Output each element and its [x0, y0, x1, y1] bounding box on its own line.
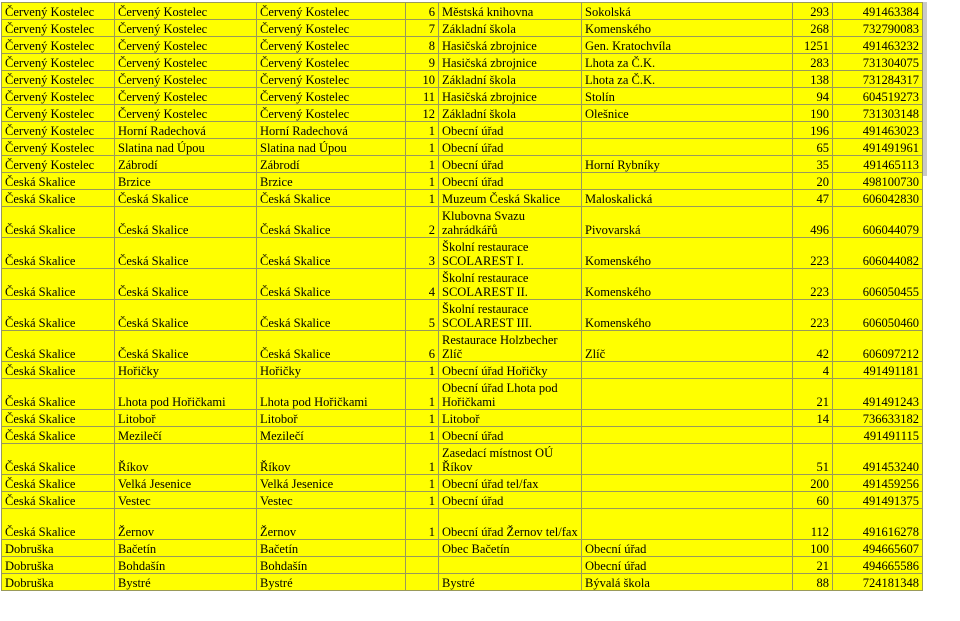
cell-house-number [793, 427, 833, 444]
cell-district: Červený Kostelec [115, 3, 257, 20]
cell-municipality: Červený Kostelec [2, 105, 115, 122]
cell-municipality: Česká Skalice [2, 238, 115, 269]
table-row [2, 190, 923, 207]
cell-house-number: 35 [793, 156, 833, 173]
table-row [2, 574, 923, 591]
cell-house-number: 94 [793, 88, 833, 105]
cell-cadastral-area: Česká Skalice [257, 331, 406, 362]
cell-station-number: 1 [406, 190, 439, 207]
cell-district: Česká Skalice [115, 300, 257, 331]
cell-cadastral-area: Lhota pod Hořičkami [257, 379, 406, 410]
cell-house-number: 1251 [793, 37, 833, 54]
cell-municipality: Červený Kostelec [2, 122, 115, 139]
cell-municipality: Česká Skalice [2, 509, 115, 540]
cell-municipality: Česká Skalice [2, 379, 115, 410]
cell-house-number: 138 [793, 71, 833, 88]
cell-cadastral-area: Česká Skalice [257, 207, 406, 238]
cell-station-number: 1 [406, 122, 439, 139]
cell-phone: 498100730 [833, 173, 923, 190]
cell-cadastral-area: Červený Kostelec [257, 20, 406, 37]
cell-location: Hasičská zbrojnice [439, 37, 582, 54]
cell-house-number: 223 [793, 300, 833, 331]
cell-location: Klubovna Svazu zahrádkářů [439, 207, 582, 238]
cell-station-number [406, 540, 439, 557]
cell-district: Zábrodí [115, 156, 257, 173]
cell-phone: 491463232 [833, 37, 923, 54]
cell-district: Žernov [115, 509, 257, 540]
cell-street [582, 427, 793, 444]
cell-phone: 491491115 [833, 427, 923, 444]
cell-location: Obecní úřad [439, 139, 582, 156]
cell-street [582, 475, 793, 492]
cell-location: Obecní úřad Žernov tel/fax [439, 509, 582, 540]
cell-station-number: 6 [406, 3, 439, 20]
table-row [2, 331, 923, 362]
cell-district: Vestec [115, 492, 257, 509]
cell-district: Bačetín [115, 540, 257, 557]
cell-cadastral-area: Litoboř [257, 410, 406, 427]
cell-district: Bystré [115, 574, 257, 591]
table-row [2, 71, 923, 88]
cell-municipality: Česká Skalice [2, 475, 115, 492]
cell-phone: 731284317 [833, 71, 923, 88]
table-row [2, 269, 923, 300]
table-row [2, 557, 923, 574]
cell-location [439, 557, 582, 574]
table-row [2, 427, 923, 444]
cell-location: Zasedací místnost OÚ Říkov [439, 444, 582, 475]
table-row [2, 540, 923, 557]
cell-house-number: 88 [793, 574, 833, 591]
cell-house-number: 21 [793, 557, 833, 574]
cell-cadastral-area: Mezilečí [257, 427, 406, 444]
table-row [2, 20, 923, 37]
cell-municipality: Česká Skalice [2, 331, 115, 362]
cell-phone: 491453240 [833, 444, 923, 475]
cell-phone: 491463023 [833, 122, 923, 139]
cell-house-number: 14 [793, 410, 833, 427]
cell-street: Obecní úřad [582, 557, 793, 574]
cell-location: Základní škola [439, 20, 582, 37]
cell-street: Sokolská [582, 3, 793, 20]
cell-location: Školní restaurace SCOLAREST II. [439, 269, 582, 300]
cell-cadastral-area: Brzice [257, 173, 406, 190]
cell-location: Hasičská zbrojnice [439, 54, 582, 71]
table-row [2, 88, 923, 105]
cell-municipality: Česká Skalice [2, 444, 115, 475]
cell-district: Červený Kostelec [115, 105, 257, 122]
cell-station-number: 2 [406, 207, 439, 238]
table-row [2, 207, 923, 238]
table-row [2, 156, 923, 173]
cell-district: Červený Kostelec [115, 20, 257, 37]
cell-cadastral-area: Žernov [257, 509, 406, 540]
cell-house-number: 112 [793, 509, 833, 540]
cell-municipality: Česká Skalice [2, 410, 115, 427]
cell-street [582, 379, 793, 410]
cell-location: Litoboř [439, 410, 582, 427]
cell-house-number: 60 [793, 492, 833, 509]
cell-street [582, 444, 793, 475]
table-row [2, 54, 923, 71]
cell-phone: 491491243 [833, 379, 923, 410]
cell-cadastral-area: Zábrodí [257, 156, 406, 173]
cell-cadastral-area: Červený Kostelec [257, 88, 406, 105]
table-row [2, 475, 923, 492]
cell-phone: 606044082 [833, 238, 923, 269]
cell-station-number: 10 [406, 71, 439, 88]
cell-house-number: 293 [793, 3, 833, 20]
cell-municipality: Česká Skalice [2, 300, 115, 331]
cell-station-number: 9 [406, 54, 439, 71]
cell-location: Základní škola [439, 105, 582, 122]
cell-district: Červený Kostelec [115, 37, 257, 54]
cell-station-number [406, 557, 439, 574]
cell-phone: 731304075 [833, 54, 923, 71]
cell-station-number: 1 [406, 156, 439, 173]
cell-street: Komenského [582, 238, 793, 269]
cell-phone: 491465113 [833, 156, 923, 173]
cell-cadastral-area: Červený Kostelec [257, 105, 406, 122]
cell-municipality: Červený Kostelec [2, 37, 115, 54]
cell-station-number: 1 [406, 173, 439, 190]
cell-station-number: 1 [406, 379, 439, 410]
cell-station-number: 1 [406, 427, 439, 444]
cell-station-number: 1 [406, 475, 439, 492]
cell-station-number: 4 [406, 269, 439, 300]
cell-street [582, 410, 793, 427]
cell-district: Brzice [115, 173, 257, 190]
cell-street: Bývalá škola [582, 574, 793, 591]
cell-cadastral-area: Česká Skalice [257, 269, 406, 300]
cell-house-number: 223 [793, 238, 833, 269]
cell-cadastral-area: Horní Radechová [257, 122, 406, 139]
cell-location: Bystré [439, 574, 582, 591]
cell-district: Červený Kostelec [115, 54, 257, 71]
cell-district: Červený Kostelec [115, 71, 257, 88]
table-row [2, 173, 923, 190]
cell-station-number: 1 [406, 139, 439, 156]
cell-location: Obecní úřad Hořičky [439, 362, 582, 379]
cell-station-number: 8 [406, 37, 439, 54]
cell-municipality: Česká Skalice [2, 269, 115, 300]
cell-station-number: 5 [406, 300, 439, 331]
cell-house-number: 65 [793, 139, 833, 156]
cell-district: Česká Skalice [115, 269, 257, 300]
cell-municipality: Česká Skalice [2, 427, 115, 444]
table-row [2, 444, 923, 475]
cell-street [582, 362, 793, 379]
cell-station-number: 1 [406, 410, 439, 427]
cell-street: Stolín [582, 88, 793, 105]
cell-station-number: 3 [406, 238, 439, 269]
cell-street [582, 122, 793, 139]
cell-phone: 491491961 [833, 139, 923, 156]
cell-municipality: Česká Skalice [2, 492, 115, 509]
cell-municipality: Červený Kostelec [2, 54, 115, 71]
cell-cadastral-area: Slatina nad Úpou [257, 139, 406, 156]
cell-phone: 606050455 [833, 269, 923, 300]
polling-stations-table [1, 2, 923, 591]
cell-municipality: Červený Kostelec [2, 88, 115, 105]
cell-street: Komenského [582, 269, 793, 300]
cell-station-number: 1 [406, 444, 439, 475]
cell-street: Lhota za Č.K. [582, 54, 793, 71]
cell-municipality: Česká Skalice [2, 190, 115, 207]
cell-street: Zlíč [582, 331, 793, 362]
cell-phone: 604519273 [833, 88, 923, 105]
cell-street: Obecní úřad [582, 540, 793, 557]
cell-phone: 491463384 [833, 3, 923, 20]
cell-house-number: 268 [793, 20, 833, 37]
cell-location: Školní restaurace SCOLAREST III. [439, 300, 582, 331]
cell-location: Městská knihovna [439, 3, 582, 20]
cell-street: Olešnice [582, 105, 793, 122]
cell-location: Obec Bačetín [439, 540, 582, 557]
cell-phone: 491491181 [833, 362, 923, 379]
table-row [2, 300, 923, 331]
cell-house-number: 100 [793, 540, 833, 557]
cell-location: Obecní úřad [439, 427, 582, 444]
table-row [2, 509, 923, 540]
cell-house-number: 223 [793, 269, 833, 300]
cell-phone: 491491375 [833, 492, 923, 509]
cell-station-number: 12 [406, 105, 439, 122]
cell-district: Lhota pod Hořičkami [115, 379, 257, 410]
cell-municipality: Dobruška [2, 540, 115, 557]
cell-cadastral-area: Červený Kostelec [257, 54, 406, 71]
cell-phone: 494665586 [833, 557, 923, 574]
cell-district: Česká Skalice [115, 190, 257, 207]
cell-location: Obecní úřad [439, 122, 582, 139]
cell-station-number: 1 [406, 492, 439, 509]
cell-cadastral-area: Česká Skalice [257, 190, 406, 207]
cell-house-number: 42 [793, 331, 833, 362]
cell-location: Restaurace Holzbecher Zlíč [439, 331, 582, 362]
table-row [2, 362, 923, 379]
cell-district: Mezilečí [115, 427, 257, 444]
cell-cadastral-area: Bohdašín [257, 557, 406, 574]
table-row [2, 379, 923, 410]
cell-house-number: 51 [793, 444, 833, 475]
cell-cadastral-area: Červený Kostelec [257, 3, 406, 20]
cell-cadastral-area: Česká Skalice [257, 300, 406, 331]
cell-station-number [406, 574, 439, 591]
cell-cadastral-area: Česká Skalice [257, 238, 406, 269]
cell-location: Obecní úřad tel/fax [439, 475, 582, 492]
cell-municipality: Česká Skalice [2, 362, 115, 379]
cell-phone: 606044079 [833, 207, 923, 238]
table-row [2, 122, 923, 139]
cell-location: Obecní úřad [439, 156, 582, 173]
cell-street [582, 492, 793, 509]
cell-district: Velká Jesenice [115, 475, 257, 492]
table-row [2, 492, 923, 509]
cell-street: Lhota za Č.K. [582, 71, 793, 88]
cell-location: Obecní úřad [439, 492, 582, 509]
cell-location: Hasičská zbrojnice [439, 88, 582, 105]
cell-location: Školní restaurace SCOLAREST I. [439, 238, 582, 269]
cell-house-number: 21 [793, 379, 833, 410]
cell-municipality: Dobruška [2, 574, 115, 591]
cell-house-number: 283 [793, 54, 833, 71]
table-row [2, 410, 923, 427]
cell-cadastral-area: Vestec [257, 492, 406, 509]
cell-phone: 736633182 [833, 410, 923, 427]
cell-phone: 606042830 [833, 190, 923, 207]
cell-cadastral-area: Hořičky [257, 362, 406, 379]
cell-district: Česká Skalice [115, 331, 257, 362]
cell-phone: 724181348 [833, 574, 923, 591]
cell-station-number: 11 [406, 88, 439, 105]
table-row [2, 37, 923, 54]
cell-house-number: 496 [793, 207, 833, 238]
cell-street [582, 509, 793, 540]
table-row [2, 238, 923, 269]
cell-house-number: 200 [793, 475, 833, 492]
cell-district: Horní Radechová [115, 122, 257, 139]
cell-municipality: Česká Skalice [2, 207, 115, 238]
cell-street: Pivovarská [582, 207, 793, 238]
cell-district: Červený Kostelec [115, 88, 257, 105]
cell-location: Obecní úřad [439, 173, 582, 190]
cell-municipality: Červený Kostelec [2, 20, 115, 37]
cell-district: Říkov [115, 444, 257, 475]
cell-phone: 491616278 [833, 509, 923, 540]
cell-phone: 491459256 [833, 475, 923, 492]
table-row [2, 105, 923, 122]
cell-district: Slatina nad Úpou [115, 139, 257, 156]
table-row [2, 3, 923, 20]
cell-cadastral-area: Červený Kostelec [257, 37, 406, 54]
cell-cadastral-area: Bačetín [257, 540, 406, 557]
cell-street: Gen. Kratochvíla [582, 37, 793, 54]
cell-street [582, 173, 793, 190]
cell-district: Bohdašín [115, 557, 257, 574]
cell-station-number: 6 [406, 331, 439, 362]
cell-municipality: Dobruška [2, 557, 115, 574]
cell-street: Komenského [582, 20, 793, 37]
cell-phone: 732790083 [833, 20, 923, 37]
cell-municipality: Červený Kostelec [2, 3, 115, 20]
cell-municipality: Červený Kostelec [2, 71, 115, 88]
cell-phone: 731303148 [833, 105, 923, 122]
table-row [2, 139, 923, 156]
cell-cadastral-area: Bystré [257, 574, 406, 591]
cell-street: Komenského [582, 300, 793, 331]
cell-phone: 606097212 [833, 331, 923, 362]
cell-district: Hořičky [115, 362, 257, 379]
cell-cadastral-area: Říkov [257, 444, 406, 475]
cell-location: Muzeum Česká Skalice [439, 190, 582, 207]
cell-street [582, 139, 793, 156]
cell-station-number: 1 [406, 509, 439, 540]
cell-house-number: 196 [793, 122, 833, 139]
cell-station-number: 1 [406, 362, 439, 379]
cell-municipality: Červený Kostelec [2, 156, 115, 173]
cell-district: Česká Skalice [115, 238, 257, 269]
cell-phone: 606050460 [833, 300, 923, 331]
table-body [2, 3, 923, 591]
cell-phone: 494665607 [833, 540, 923, 557]
cell-location: Základní škola [439, 71, 582, 88]
cell-house-number: 190 [793, 105, 833, 122]
cell-cadastral-area: Červený Kostelec [257, 71, 406, 88]
cell-location: Obecní úřad Lhota pod Hořičkami [439, 379, 582, 410]
cell-municipality: Červený Kostelec [2, 139, 115, 156]
cell-street: Maloskalická [582, 190, 793, 207]
cell-house-number: 47 [793, 190, 833, 207]
cell-district: Česká Skalice [115, 207, 257, 238]
cell-house-number: 4 [793, 362, 833, 379]
cell-district: Litoboř [115, 410, 257, 427]
cell-cadastral-area: Velká Jesenice [257, 475, 406, 492]
cell-house-number: 20 [793, 173, 833, 190]
cell-station-number: 7 [406, 20, 439, 37]
cell-street: Horní Rybníky [582, 156, 793, 173]
cell-municipality: Česká Skalice [2, 173, 115, 190]
